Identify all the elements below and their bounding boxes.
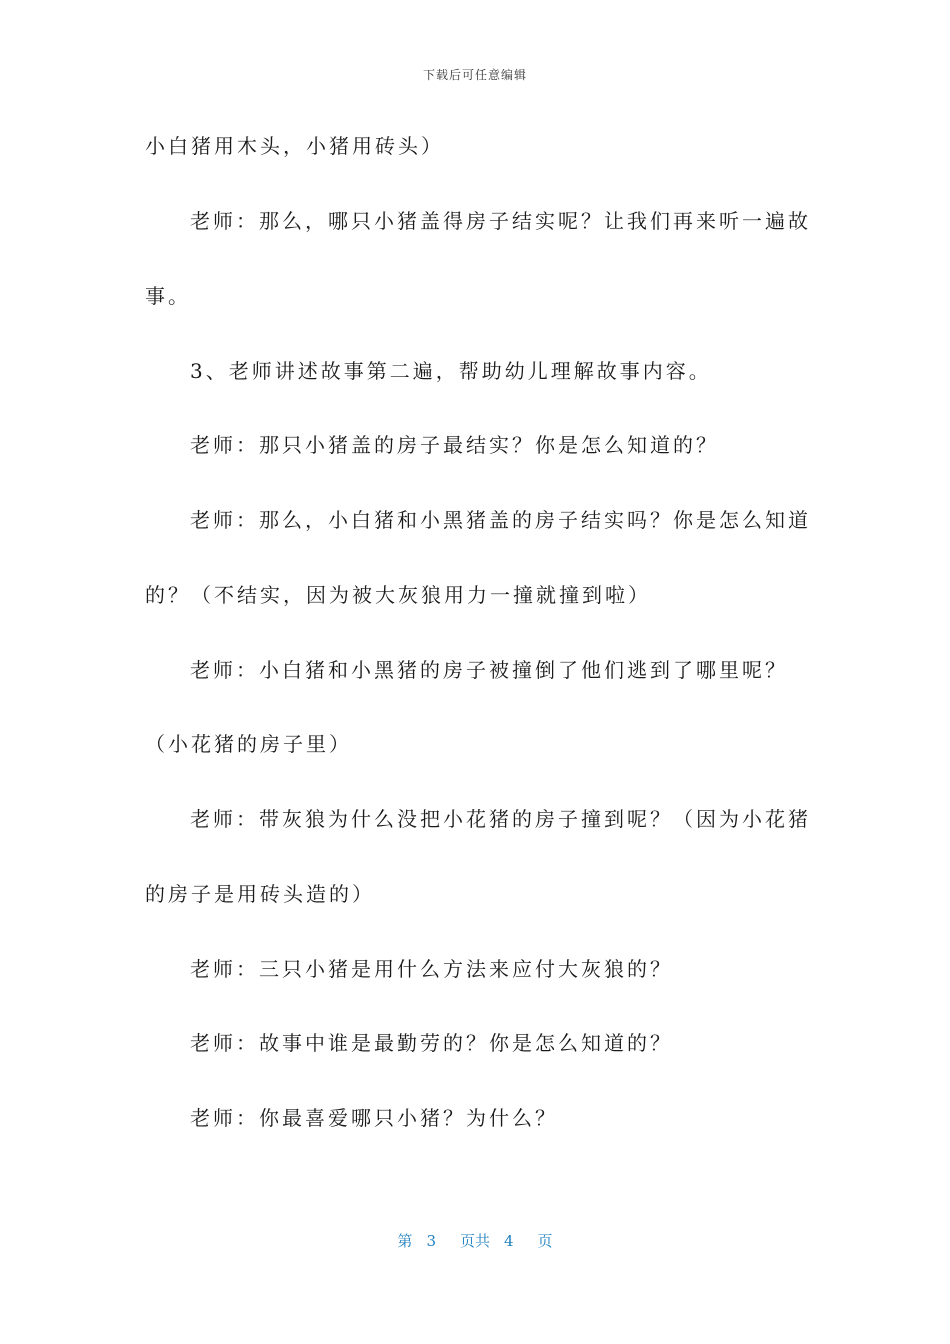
total-pages-number: 4 xyxy=(504,1232,514,1250)
text-line: 的房子是用砖头造的） xyxy=(145,882,375,906)
text-line: 老师：那么，哪只小猪盖得房子结实呢？让我们再来听一遍故 xyxy=(190,209,811,233)
text-line: 老师：小白猪和小黑猪的房子被撞倒了他们逃到了哪里呢？ xyxy=(190,658,788,682)
text-line: 老师：故事中谁是最勤劳的？你是怎么知道的？ xyxy=(190,1031,673,1055)
footer-suffix: 页 xyxy=(537,1232,553,1250)
text-line: 3、老师讲述故事第二遍，帮助幼儿理解故事内容。 xyxy=(190,359,712,383)
text-line: 老师：三只小猪是用什么方法来应付大灰狼的？ xyxy=(190,957,673,981)
text-line: 老师：你最喜爱哪只小猪？为什么？ xyxy=(190,1106,558,1130)
page-footer xyxy=(0,1230,950,1251)
header-note: 下载后可任意编辑 xyxy=(422,68,527,82)
text-line: 老师：那只小猪盖的房子最结实？你是怎么知道的？ xyxy=(190,433,719,457)
text-line: 老师：带灰狼为什么没把小花猪的房子撞到呢？（因为小花猪 xyxy=(190,807,811,831)
text-line: 事。 xyxy=(145,284,191,308)
current-page-number: 3 xyxy=(426,1232,436,1250)
text-line: 老师：那么，小白猪和小黑猪盖的房子结实吗？你是怎么知道 xyxy=(190,508,811,532)
footer-middle: 页共 xyxy=(459,1232,490,1250)
footer-prefix: 第 xyxy=(397,1232,413,1250)
text-line: （小花猪的房子里） xyxy=(145,732,352,756)
text-line: 的？（不结实，因为被大灰狼用力一撞就撞到啦） xyxy=(145,583,651,607)
text-line: 小白猪用木头，小猪用砖头） xyxy=(145,134,444,158)
